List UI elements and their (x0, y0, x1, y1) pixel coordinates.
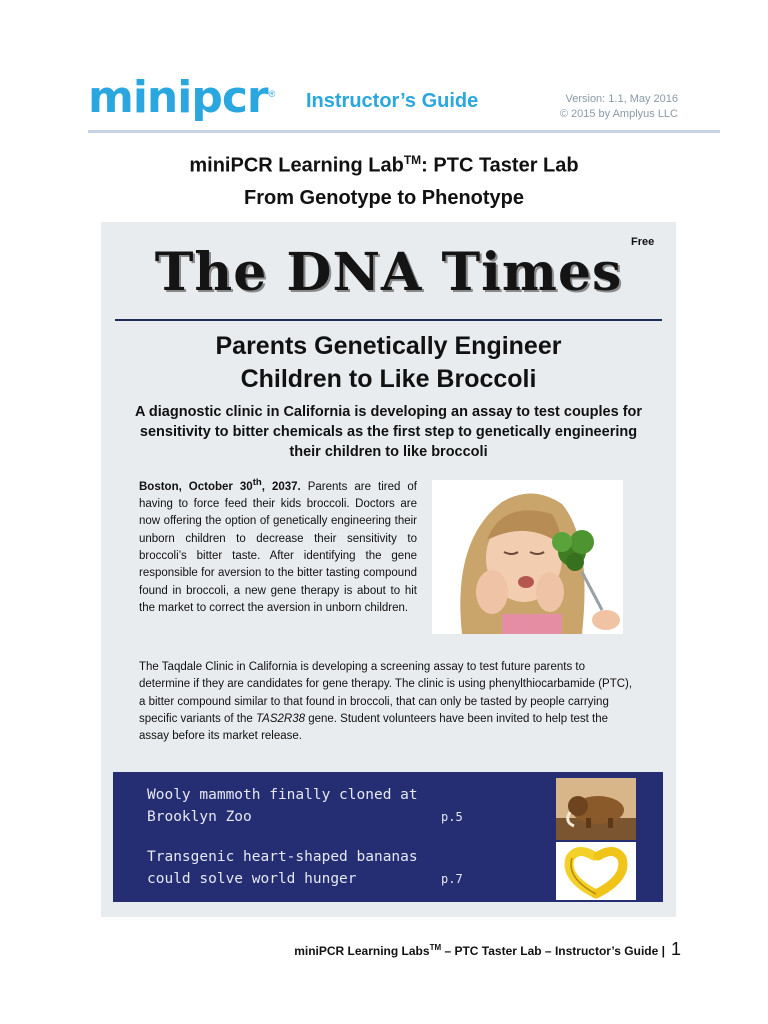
minipcr-logo (88, 68, 276, 123)
logo-wordmark: minipcr (88, 72, 268, 123)
child-broccoli-photo (432, 480, 623, 634)
newspaper-illustration (101, 222, 676, 917)
headline: Parents Genetically Engineer Children to Like Broccoli (215, 332, 562, 393)
story-page-ref: p.7 (441, 872, 463, 886)
guide-title: Instructor’s Guide (306, 90, 479, 112)
logo-registered-mark: ® (268, 89, 276, 99)
newspaper-masthead: The DNA Times (154, 242, 623, 303)
dateline: Boston, October 30th, 2037. (139, 477, 301, 493)
version-line: Version: 1.1, May 2016 (565, 93, 678, 105)
story-page-ref: p.5 (441, 810, 463, 824)
title-line-1: miniPCR Learning Lab™: PTC Taster Lab (189, 153, 579, 177)
story-item: Wooly mammoth finally cloned at Brooklyn Zoo p.5 (147, 784, 487, 828)
body-paragraph: The Taqdale Clinic in California is developing a screening assay to test future parents to determine if they are candidates for gene therapy. The clinic is using phenylthiocarbamide (PTC), a bitter compound similar to that found in broccoli, that can only be tasted by people carrying specific variants of the TAS2R38 gene. Student volunteers have been invited to help test the assay before its market release. (139, 661, 633, 743)
footer-text: miniPCR Learning Labs™ – PTC Taster Lab – Instructor’s Guide | (294, 943, 665, 958)
page-header (88, 62, 720, 134)
title-line-2: From Genotype to Phenotype (243, 186, 525, 209)
subheadline: A diagnostic clinic in California is developing an assay to test couples for sensitivity to bitter chemicals as the first step to genetically engineering their children to like broccoli (134, 404, 643, 460)
banana-heart-thumbnail (556, 842, 636, 900)
masthead-divider (115, 319, 662, 321)
free-label: Free (631, 236, 655, 248)
other-stories-banner (113, 772, 663, 902)
page-number: 1 (670, 939, 681, 959)
lead-paragraph: Boston, October 30th, 2037. Parents are tired of having to force feed their kids broccoli. Doctors are now offering the option of genetically engineering their unborn children to decrease their sensitivity to broccoli’s bitter taste. After identifying the gene responsible for aversion to the bitter tasting compound found in broccoli, a new gene therapy is about to hit the market to correct the aversion in unborn children. (139, 477, 417, 614)
mammoth-thumbnail (556, 778, 636, 840)
version-info (560, 92, 678, 122)
copyright-line: © 2015 by Amplyus LLC (559, 108, 678, 120)
header-divider (88, 130, 720, 133)
story-item: Transgenic heart-shaped bananas could solve world hunger p.7 (147, 846, 487, 890)
page-footer (294, 939, 681, 960)
document-title (0, 144, 768, 214)
